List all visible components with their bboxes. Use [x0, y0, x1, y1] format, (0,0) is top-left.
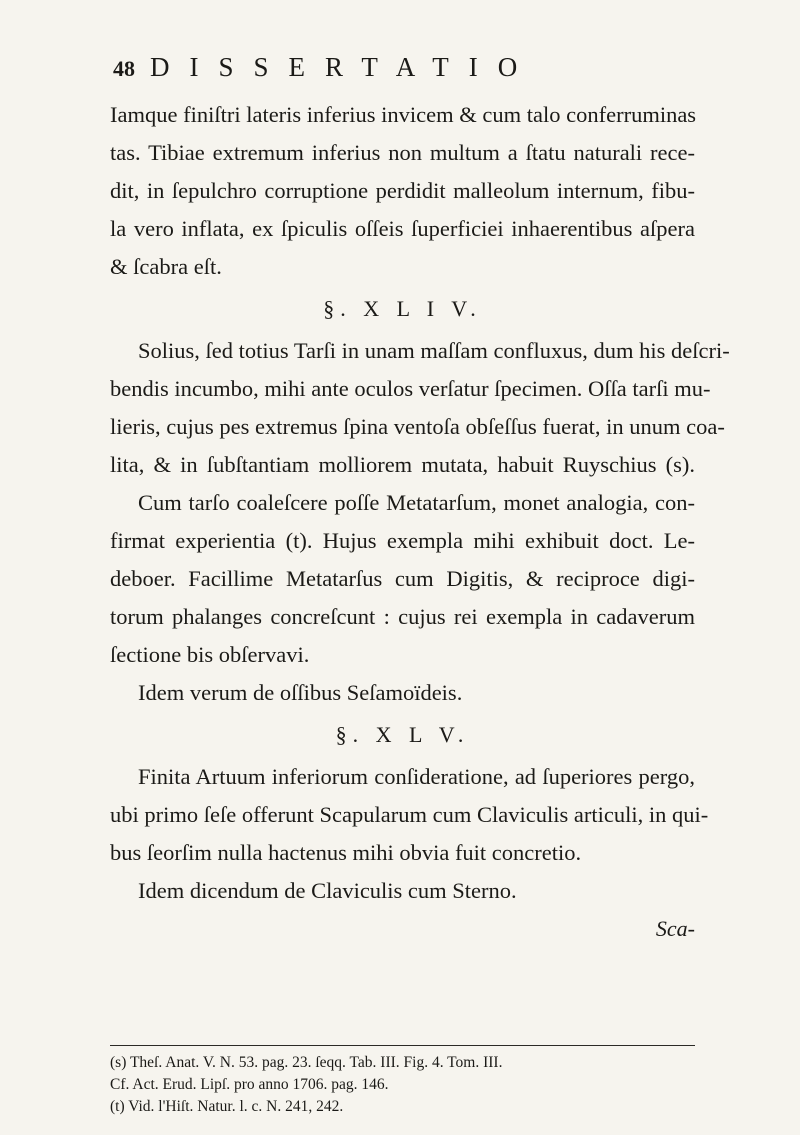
footnote: (t) Vid. l'Hiſt. Natur. l. c. N. 241, 242.: [110, 1098, 344, 1115]
text-line: Cum tarſo coaleſcere poſſe Metatarſum, monet analogia, con-: [138, 490, 695, 515]
text-line: lieris, cujus pes extremus ſpina ventoſa obſeſſus fuerat, in unum coa-: [110, 414, 725, 439]
text-line: firmat experientia (t). Hujus exempla mihi exhibuit doct. Le-: [110, 528, 695, 553]
text-line: Idem verum de oſſibus Seſamoïdeis.: [138, 680, 463, 705]
text-line: ubi primo ſeſe offerunt Scapularum cum Claviculis articuli, in qui-: [110, 802, 709, 827]
text-line: Idem dicendum de Claviculis cum Sterno.: [138, 878, 517, 903]
text-line: ſectione bis obſervavi.: [110, 642, 310, 667]
footnote-divider: [110, 1045, 695, 1046]
body-text: [110, 96, 730, 946]
text-line: Iamque finiſtri lateris inferius invicem & cum talo conferruminas: [110, 102, 697, 127]
running-title: DISSERTATIO: [150, 52, 538, 82]
text-line: bendis incumbo, mihi ante oculos verſatur ſpecimen. Oſſa tarſi mu-: [110, 376, 711, 401]
section-heading-45: §. X L V.: [335, 722, 470, 747]
text-line: & ſcabra eſt.: [110, 254, 222, 279]
text-line: dit, in ſepulchro corruptione perdidit malleolum internum, fibu-: [110, 178, 695, 203]
text-line: lita, & in ſubſtantiam molliorem mutata, habuit Ruyschius (s).: [110, 452, 695, 477]
footnote: (s) Theſ. Anat. V. N. 53. pag. 23. ſeqq. Tab. III. Fig. 4. Tom. III.: [110, 1054, 503, 1071]
text-line: deboer. Facillime Metatarſus cum Digitis, & reciproce digi-: [110, 566, 695, 591]
text-line: bus ſeorſim nulla hactenus mihi obvia fuit concretio.: [110, 840, 582, 865]
footnote: Cf. Act. Erud. Lipſ. pro anno 1706. pag. 146.: [110, 1076, 389, 1093]
text-line: tas. Tibiae extremum inferius non multum a ſtatu naturali rece-: [110, 140, 695, 165]
section-heading-44: §. X L I V.: [323, 296, 482, 321]
text-line: la vero inflata, ex ſpiculis oſſeis ſuperficiei inhaerentibus aſpera: [110, 216, 695, 241]
page-number: 48: [113, 56, 135, 81]
text-line: Solius, ſed totius Tarſi in unam maſſam confluxus, dum his deſcri-: [138, 338, 730, 363]
text-line: torum phalanges concreſcunt : cujus rei exempla in cadaverum: [110, 604, 695, 629]
text-line: Finita Artuum inferiorum conſideratione, ad ſuperiores pergo,: [138, 764, 695, 789]
footnotes: [110, 1052, 710, 1118]
catchword: Sca-: [655, 916, 695, 941]
page-header: [0, 50, 800, 90]
